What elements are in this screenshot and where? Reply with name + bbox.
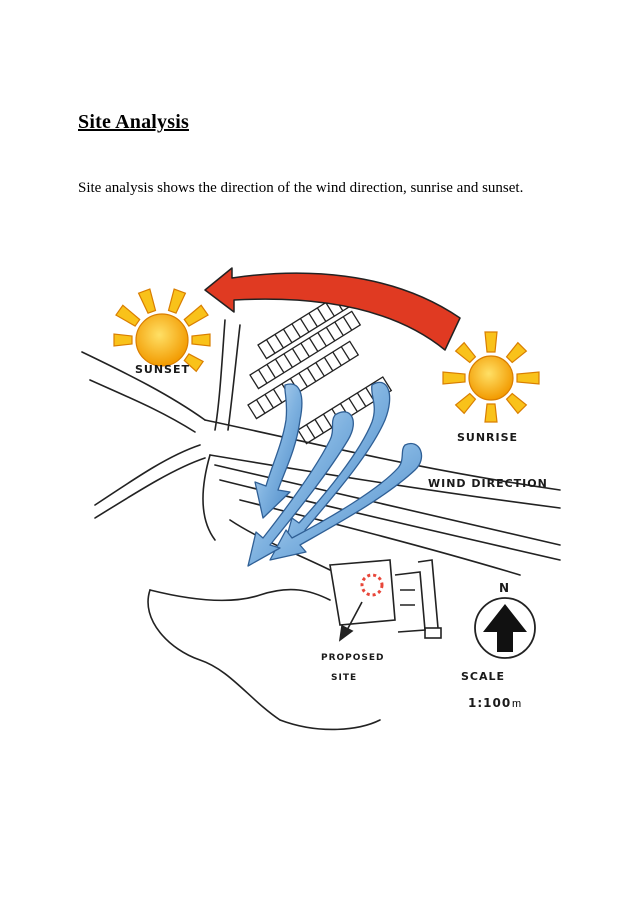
north-arrow-icon (475, 598, 535, 658)
document-heading: Site Analysis (78, 111, 189, 133)
label-scale-value: 1:100 (468, 696, 512, 710)
label-proposed-line1: PROPOSED (321, 653, 385, 663)
proposed-site-marker (362, 575, 382, 595)
wind-arrows (248, 382, 422, 566)
label-wind-direction: WIND DIRECTION (428, 477, 548, 490)
label-proposed-line2: SITE (331, 673, 358, 683)
sunset-sun-icon (114, 289, 210, 371)
sunrise-sun-icon (443, 332, 539, 422)
site-block (330, 560, 441, 638)
site-pointer-arrow (340, 602, 362, 640)
label-scale-unit: m (512, 698, 522, 710)
label-sunset: SUNSET (135, 363, 191, 376)
label-scale: SCALE (461, 670, 506, 683)
label-sunrise: SUNRISE (457, 431, 519, 444)
label-north: N (499, 581, 511, 595)
document-intro: Site analysis shows the direction of the wind direction, sunrise and sunset. (78, 180, 524, 196)
